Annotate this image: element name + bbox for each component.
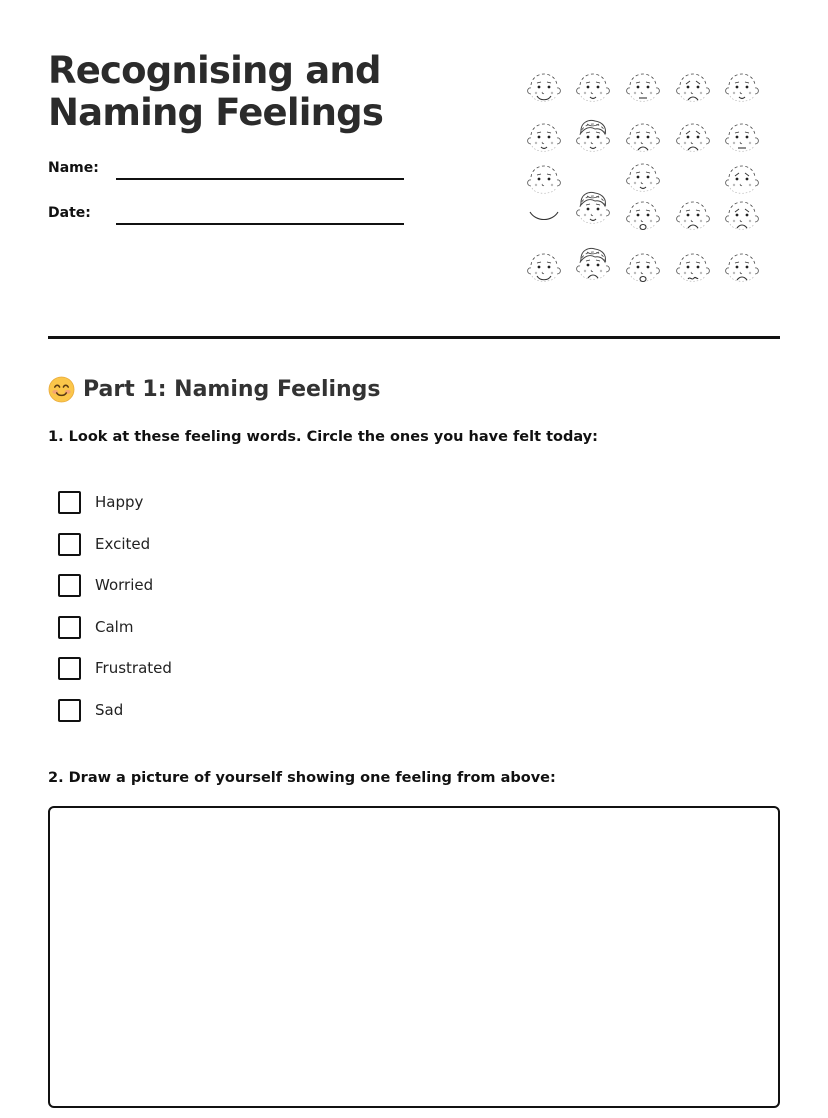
- feeling-label: Happy: [95, 493, 144, 511]
- feeling-label: Frustrated: [95, 659, 172, 677]
- date-line[interactable]: [116, 223, 404, 225]
- part1-heading: [48, 373, 381, 405]
- feeling-checkbox[interactable]: [58, 616, 81, 639]
- date-field[interactable]: [48, 205, 408, 235]
- feeling-checkbox[interactable]: [58, 533, 81, 556]
- feeling-label: Excited: [95, 534, 151, 553]
- date-label: Date:: [48, 205, 91, 221]
- feeling-label: Worried: [95, 576, 154, 594]
- feeling-label: Calm: [95, 617, 134, 636]
- feeling-faces-grid-icon: [520, 62, 768, 294]
- name-label: Name:: [48, 160, 99, 176]
- feeling-item[interactable]: [58, 491, 172, 533]
- feeling-item[interactable]: [58, 699, 172, 741]
- feeling-item[interactable]: [58, 574, 172, 616]
- feeling-checkbox[interactable]: [58, 491, 81, 514]
- page-title-line-2: Naming Feelings: [48, 91, 384, 134]
- smiling-face-emoji-icon: [48, 376, 75, 403]
- page-title: [48, 50, 468, 134]
- feeling-checkbox[interactable]: [58, 699, 81, 722]
- feeling-item[interactable]: [58, 657, 172, 699]
- part1-heading-text: Part 1: Naming Feelings: [83, 376, 381, 402]
- question-1: 1. Look at these feeling words. Circle the ones you have felt today:: [48, 429, 598, 445]
- question-2: 2. Draw a picture of yourself showing one feeling from above:: [48, 770, 556, 786]
- feeling-checkbox[interactable]: [58, 574, 81, 597]
- drawing-area[interactable]: [48, 806, 780, 1108]
- page-title-line-1: Recognising and: [48, 49, 381, 92]
- feeling-item[interactable]: [58, 616, 172, 658]
- section-divider: [48, 336, 780, 339]
- feeling-label: Sad: [95, 700, 124, 719]
- feeling-checkbox[interactable]: [58, 657, 81, 680]
- feelings-checklist: [58, 491, 172, 740]
- name-line[interactable]: [116, 178, 404, 180]
- feeling-item[interactable]: [58, 533, 172, 575]
- name-field[interactable]: [48, 160, 408, 190]
